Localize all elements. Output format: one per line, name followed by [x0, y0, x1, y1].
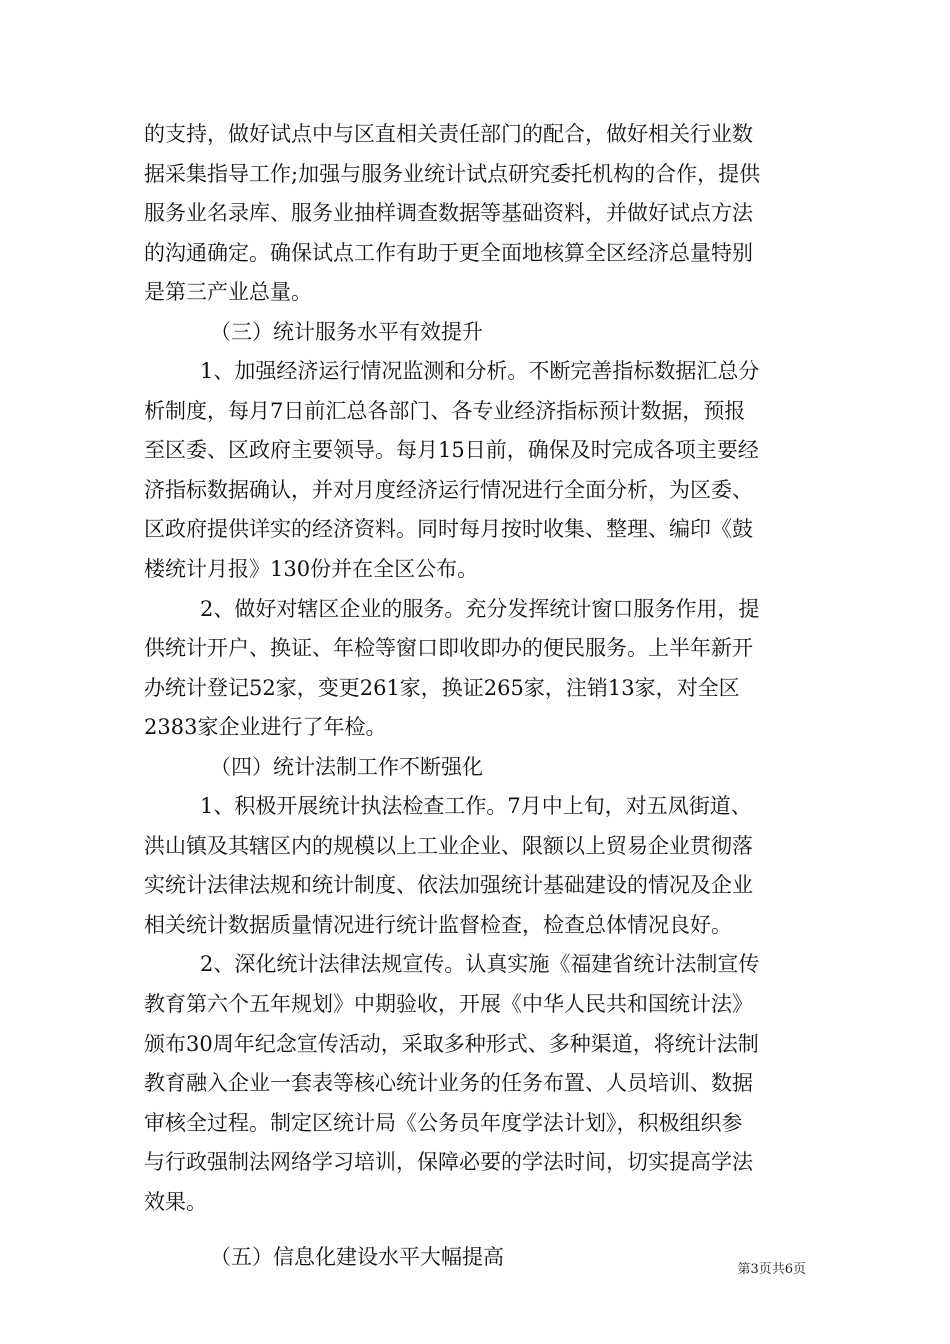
section-heading-3: （三）统计服务水平有效提升 — [210, 319, 483, 344]
body-line-5: 是第三产业总量。 — [144, 280, 312, 305]
body-line-28: 效果。 — [144, 1189, 207, 1214]
body-line-21: 相关统计数据质量情况进行统计监督检查，检查总体情况良好。 — [144, 912, 732, 937]
document-body — [144, 115, 808, 1278]
body-line-9: 至区委、区政府主要领导。每月15日前，确保及时完成各项主要经 — [144, 438, 759, 463]
body-line-11: 区政府提供详实的经济资料。同时每月按时收集、整理、编印《鼓 — [144, 517, 753, 542]
body-line-25: 教育融入企业一套表等核心统计业务的任务布置、人员培训、数据 — [144, 1071, 753, 1096]
body-line-26: 审核全过程。制定区统计局《公务员年度学法计划》，积极组织参 — [144, 1110, 743, 1135]
paragraph-3-2-start: 2、做好对辖区企业的服务。充分发挥统计窗口服务作用，提 — [200, 596, 760, 621]
body-line-19: 洪山镇及其辖区内的规模以上工业企业、限额以上贸易企业贯彻落 — [144, 833, 753, 858]
body-line-16: 2383家企业进行了年检。 — [144, 715, 387, 740]
body-line-3: 服务业名录库、服务业抽样调查数据等基础资料，并做好试点方法 — [144, 201, 753, 226]
body-line-27: 与行政强制法网络学习培训，保障必要的学法时间，切实提高学法 — [144, 1150, 753, 1175]
body-line-12: 楼统计月报》130份并在全区公布。 — [144, 557, 479, 582]
body-line-1: 的支持，做好试点中与区直相关责任部门的配合，做好相关行业数 — [144, 122, 753, 146]
section-heading-4: （四）统计法制工作不断强化 — [210, 754, 483, 779]
body-line-20: 实统计法律法规和统计制度、依法加强统计基础建设的情况及企业 — [144, 873, 753, 898]
body-line-14: 供统计开户、换证、年检等窗口即收即办的便民服务。上半年新开 — [144, 636, 753, 661]
body-line-8: 析制度，每月7日前汇总各部门、各专业经济指标预计数据，预报 — [144, 398, 746, 423]
section-heading-5: （五）信息化建设水平大幅提高 — [210, 1245, 504, 1270]
body-line-24: 颁布30周年纪念宣传活动，采取多种形式、多种渠道，将统计法制 — [144, 1031, 759, 1056]
paragraph-3-1-start: 1、加强经济运行情况监测和分析。不断完善指标数据汇总分 — [200, 359, 760, 384]
page-number-footer: 第3页共6页 — [737, 1262, 806, 1277]
paragraph-4-2-start: 2、深化统计法律法规宣传。认真实施《福建省统计法制宣传 — [200, 952, 760, 977]
body-line-2: 据采集指导工作;加强与服务业统计试点研究委托机构的合作，提供 — [144, 161, 761, 186]
paragraph-4-1-start: 1、积极开展统计执法检查工作。7月中上旬，对五凤街道、 — [200, 794, 752, 819]
body-line-4: 的沟通确定。确保试点工作有助于更全面地核算全区经济总量特别 — [144, 240, 753, 265]
body-line-23: 教育第六个五年规划》中期验收，开展《中华人民共和国统计法》 — [144, 992, 753, 1017]
body-line-15: 办统计登记52家，变更261家，换证265家，注销13家，对全区 — [144, 675, 740, 700]
paragraph-gap — [144, 1222, 808, 1238]
body-line-10: 济指标数据确认，并对月度经济运行情况进行全面分析，为区委、 — [144, 477, 753, 502]
